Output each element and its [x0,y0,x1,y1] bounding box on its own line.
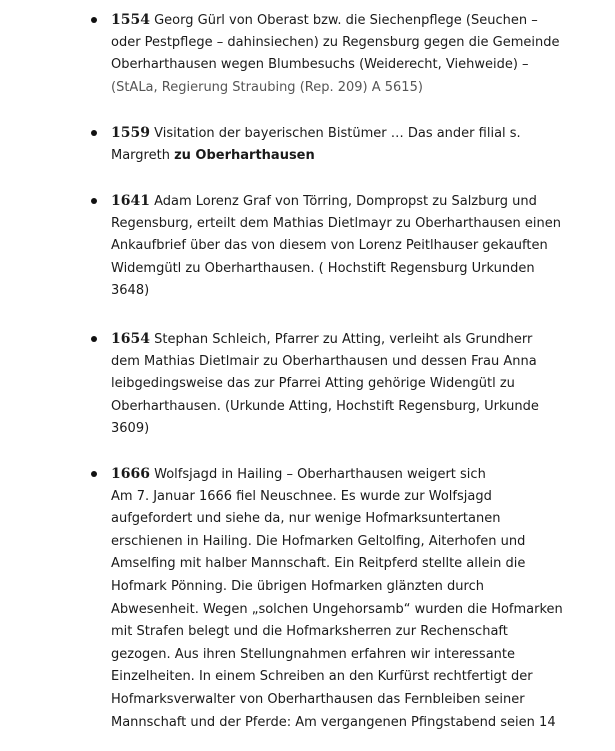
entry-line: Abwesenheit. Wegen „solchen Ungehorsamb“ wurden die Hofmarken [111,601,563,617]
entry-line: Amselfing mit halber Mannschaft. Ein Reitpferd stellte allein die [111,556,526,572]
entry-year: 1654 [111,331,150,347]
entry-line: Ankaufbrief über das von diesem von Lorenz Peitlhauser gekauften [111,238,548,254]
entry-text [111,463,563,734]
entry-line: Hofmarksverwalter von Oberharthausen das Fernbleiben seiner [111,691,525,707]
entry-line: gezogen. Aus ihren Stellungnahmen erfahren wir interessante [111,646,516,662]
bullet-icon [91,130,97,136]
entry-line: Mannschaft und der Pferde: Am vergangenen Pfingstabend seien 14 [111,714,556,730]
entry-text [111,328,551,441]
entry-line: 1554 Georg Gürl von Oberast bzw. die Siechenpflege (Seuchen – [111,12,538,28]
entry-line: 3648) [111,283,150,299]
entry-line: dem Mathias Dietlmair zu Oberharthausen und dessen Frau Anna [111,353,537,369]
entry-line: Widemgütl zu Oberharthausen. ( Hochstift Regensburg Urkunden [111,260,535,276]
bullet-icon [91,336,97,342]
entry-year: 1641 [111,193,150,209]
bullet-icon [91,17,97,23]
entry-line: oder Pestpflege – dahinsiechen) zu Regensburg gegen die Gemeinde [111,34,560,50]
entry-line: Am 7. Januar 1666 fiel Neuschnee. Es wurde zur Wolfsjagd [111,488,492,504]
bullet-icon [91,471,97,477]
entry-line: Oberharthausen. (Urkunde Atting, Hochstift Regensburg, Urkunde [111,398,539,414]
entry-line: mit Strafen belegt und die Hofmarksherren zur Rechenschaft [111,624,508,640]
entry-line: Regensburg, erteilt dem Mathias Dietlmayr zu Oberharthausen einen [111,215,562,231]
entry-line: 1641 Adam Lorenz Graf von Törring, Dompropst zu Salzburg und [111,193,537,209]
entry-line: erschienen in Hailing. Die Hofmarken Geltolfing, Aiterhofen und [111,533,526,549]
entry-line: leibgedingsweise das zur Pfarrei Atting gehörige Widengütl zu [111,376,515,392]
entry-source: (StALa, Regierung Straubing (Rep. 209) A 5615) [111,79,423,95]
entry-text [111,122,551,167]
bullet-icon [91,198,97,204]
entry-year: 1666 [111,466,150,482]
entry-line: 1654 Stephan Schleich, Pfarrer zu Atting, verleiht als Grundherr [111,331,533,347]
entry-line: aufgefordert und siehe da, nur wenige Hofmarksuntertanen [111,511,501,527]
entry-text [111,9,560,99]
entry-line: 1559 Visitation der bayerischen Bistümer … Das ander filial s. [111,125,521,141]
entry-text [111,190,562,303]
entry-line: Margreth zu Oberharthausen [111,147,315,163]
entry-line: 1666 Wolfsjagd in Hailing – Oberharthausen weigert sich [111,466,486,482]
entry-year: 1554 [111,12,150,28]
entry-year: 1559 [111,125,150,141]
emphasis: zu Oberharthausen [174,147,315,163]
entry-line: 3609) [111,421,150,437]
entry-line: Oberharthausen wegen Blumbesuchs (Weiderecht, Viehweide) – [111,57,529,73]
entry-line: Hofmark Pönning. Die übrigen Hofmarken glänzten durch [111,578,484,594]
entry-line: Einzelheiten. In einem Schreiben an den Kurfürst rechtfertigt der [111,669,533,685]
